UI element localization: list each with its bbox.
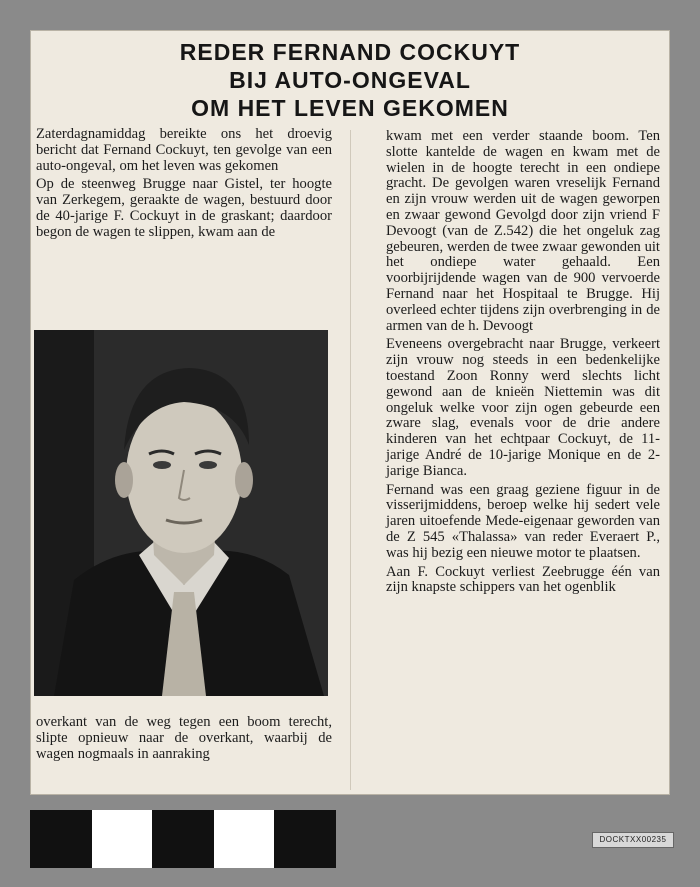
paragraph-intro: Zaterdagnamiddag bereikte ons het droevig bericht dat Fernand Cockuyt, ten gevolge van een auto-ongeval, om het leven was gekomen [36, 126, 332, 174]
headline-line-3: OM HET LEVEN GEKOMEN [191, 95, 509, 121]
paragraph-crash-start: kwam met een verder staande boom. [386, 128, 630, 144]
article-column-left-top [36, 127, 332, 244]
paragraph-wife-children: Eveneens overgebracht naar Brugge, verkeert zijn vrouw nog steeds in een bedenkelijke toestand Zoon Ronny werd slechts licht gewond aan de knieën Niettemin was dit ongeluk welke voor zijn ogen gebeurde een zware slag, evenals voor de drie andere kinderen van het echtpaar Cockuyt, de 11-jarige André de 10-jarige Monique en de 2-jarige Bianca. [386, 336, 660, 479]
paragraph-crash-rest: Ten slotte kantelde de wagen en kwam met de wielen in de hoogte terecht in een ondiepe gracht. De gevolgen waren vreselijk Fernand en zijn vrouw werden uit de wagen geworpen en zwaar gewond Gevolgd door zijn vriend F Devoogt (van de Z.542) die het ongeluk zag gebeuren, werden de twee zwaar gewonden uit het ondiepe water gehaald. Een voorbijrijdende wagen van de 900 vervoerde Fernand naar het Hospitaal te Brugge. Hij overleed echter tijdens zijn overbrenging in de armen van de h. Devoogt [386, 128, 660, 334]
calibration-bar-black-3 [274, 810, 336, 868]
calibration-bar-white-2 [214, 810, 274, 868]
calibration-bar-white-1 [92, 810, 152, 868]
headline [30, 38, 670, 122]
paragraph-accident: Op de steenweg Brugge naar Gistel, ter hoogte van Zerkegem, geraakte de wagen, bestuurd door de 40-jarige F. Cockuyt in de graskant; daardoor begon de wagen te slippen, kwam aan de [36, 176, 332, 240]
headline-line-1: REDER FERNAND COCKUYT [179, 39, 521, 65]
paragraph-career: Fernand was een graag geziene figuur in de visserijmiddens, beroep welke hij sedert vele jaren uitoefende Mede-eigenaar geworden van de Z 545 «Thalassa» van reder Everaert P., was hij bezig een nieuwe motor te plaatsen. [386, 481, 660, 561]
article-column-right [386, 129, 660, 599]
newspaper-clipping [30, 30, 670, 795]
portrait-photo [34, 330, 328, 696]
headline-line-2: BIJ AUTO-ONGEVAL [229, 67, 471, 93]
portrait-image [34, 330, 328, 696]
calibration-bar-black-2 [152, 810, 214, 868]
calibration-bar-black-1 [30, 810, 92, 868]
paragraph-loss: Aan F. Cockuyt verliest Zeebrugge één van zijn knapste schippers van het ogenblik [386, 563, 660, 596]
paragraph-continued: overkant van de weg tegen een boom terecht, slipte opnieuw naar de overkant, waarbij de wagen nogmaals in aanraking [36, 714, 332, 762]
article-column-left-bottom [36, 715, 332, 765]
column-divider [350, 130, 351, 790]
archive-label: DOCKTXX00235 [592, 832, 674, 848]
paragraph-crash [386, 129, 660, 334]
